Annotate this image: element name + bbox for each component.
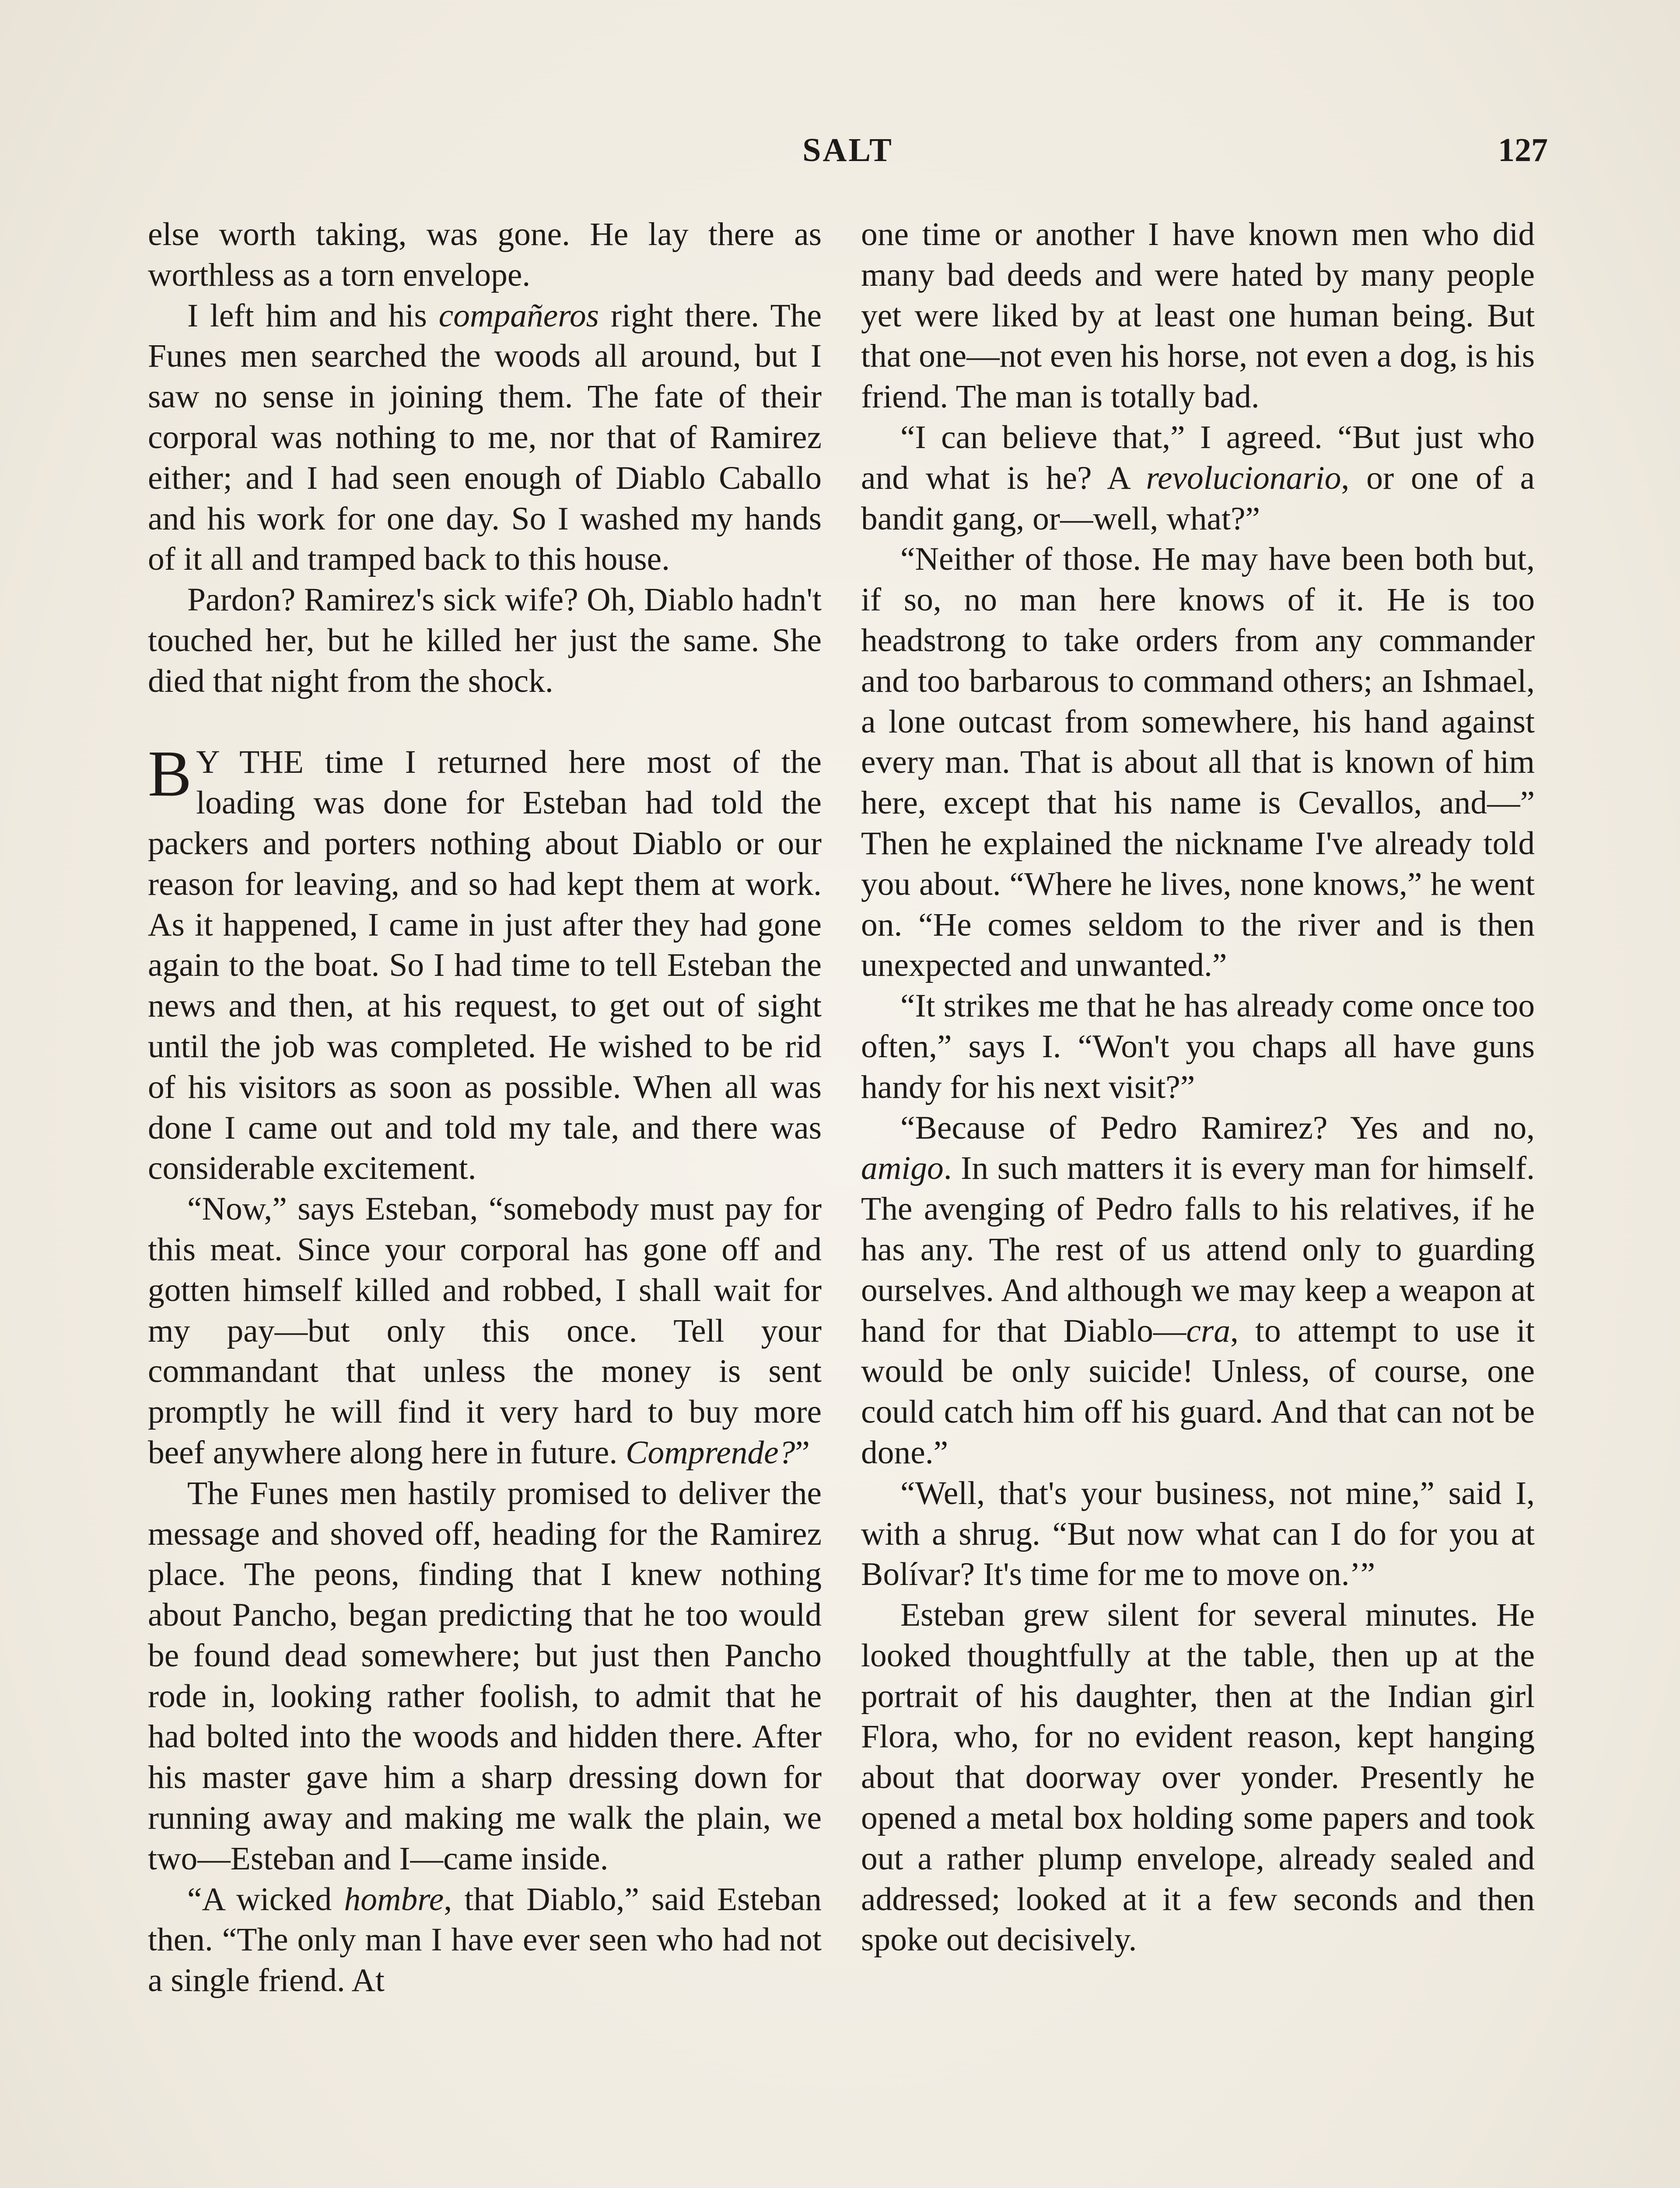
- page-header: [148, 131, 1548, 179]
- paragraph: “Neither of those. He may have been both but, if so, no man here knows of it. He is too headstrong to take orders from any commander and too barbarous to command others; an Ishmael, a lone outcast from somewhere, his hand against every man. That is about all that is known of him here, except that his name is Cevallos, and—” Then he explained the nickname I've already told you about. “Where he lives, none knows,” he went on. “He comes seldom to the river and is then unexpected and unwanted.”: [861, 541, 1535, 984]
- italic-word: revolucionario: [1146, 459, 1341, 496]
- paragraph: one time or another I have known men who did many bad deeds and were hated by many people yet were liked by at least one human being. But that one—not even his horse, not even a dog, is his friend. The man is totally bad.: [861, 216, 1535, 415]
- paragraph: Pardon? Ramirez's sick wife? Oh, Diablo hadn't touched her, but he killed her just the same. She died that night from the shock.: [148, 582, 822, 699]
- page-number: 127: [1498, 132, 1548, 168]
- paragraph: “Now,” says Esteban, “somebody must pay for this meat. Since your corporal has gone off and gotten himself killed and robbed, I shall wait for my pay—but only this once. Tell your commandant that unless the money is sent promptly he will find it very hard to buy more beef anywhere along here in future. Comprende?”: [148, 1191, 822, 1471]
- paragraph: “A wicked hombre, that Diablo,” said Esteban then. “The only man I have ever seen who had not a single friend. At: [148, 1881, 822, 1999]
- italic-word: hombre: [344, 1881, 444, 1918]
- left-column: [148, 214, 822, 2001]
- paragraph: I left him and his compañeros right there. The Funes men searched the woods all around, but I saw no sense in joining them. The fate of their corporal was nothing to me, nor that of Ramirez either; and I had seen enough of Diablo Caballo and his work for one day. So I washed my hands of it all and tramped back to this house.: [148, 297, 822, 578]
- drop-cap: B: [148, 737, 192, 810]
- italic-word: cra: [1186, 1312, 1231, 1349]
- paragraph: “I can believe that,” I agreed. “But just who and what is he? A revolucionario, or one of a bandit gang, or—well, what?”: [861, 419, 1535, 537]
- italic-word: compañeros: [438, 297, 599, 334]
- running-head: SALT: [802, 132, 893, 168]
- paragraph: “It strikes me that he has already come once too often,” says I. “Won't you chaps all have guns handy for his next visit?”: [861, 988, 1535, 1105]
- paragraph: The Funes men hastily promised to deliver the message and shoved off, heading for the Ramirez place. The peons, finding that I knew nothing about Pancho, began predicting that he too would be found dead somewhere; but just then Pancho rode in, looking rather foolish, to admit that he had bolted into the woods and hidden there. After his master gave him a sharp dressing down for running away and making me walk the plain, we two—Esteban and I—came inside.: [148, 1475, 822, 1877]
- right-column: [861, 214, 1535, 1960]
- italic-word: amigo: [861, 1150, 944, 1187]
- paragraph: else worth taking, was gone. He lay there as worthless as a torn envelope.: [148, 216, 822, 293]
- section-start-paragraph: B Y THE time I returned here most of the loading was done for Esteban had told the packers and porters nothing about Diablo or our reason for leaving, and so had kept them at work. As it happened, I came in just after they had gone again to the boat. So I had time to tell Esteban the news and then, at his request, to get out of sight until the job was completed. He wished to be rid of his visitors as soon as possible. When all was done I came out and told my tale, and there was considerable excitement.: [148, 737, 822, 1187]
- paragraph: Esteban grew silent for several minutes. He looked thoughtfully at the table, then up at the portrait of his daughter, then at the Indian girl Flora, who, for no evident reason, kept hanging about that doorway over yonder. Presently he opened a metal box holding some papers and took out a rather plump envelope, already sealed and addressed; looked at it a few seconds and then spoke out decisively.: [861, 1597, 1535, 1958]
- italic-word: Comprende?: [626, 1434, 795, 1471]
- lead-in-caps: Y THE: [196, 744, 304, 781]
- paragraph: “Because of Pedro Ramirez? Yes and no, amigo. In such matters it is every man for himself. The avenging of Pedro falls to his relatives, if he has any. The rest of us attend only to guarding ourselves. And although we may keep a weapon at hand for that Diablo—cra, to attempt to use it would be only suicide! Unless, of course, one could catch him off his guard. And that can not be done.”: [861, 1109, 1535, 1471]
- paragraph: “Well, that's your business, not mine,” said I, with a shrug. “But now what can I do for you at Bolívar? It's time for me to move on.’”: [861, 1475, 1535, 1593]
